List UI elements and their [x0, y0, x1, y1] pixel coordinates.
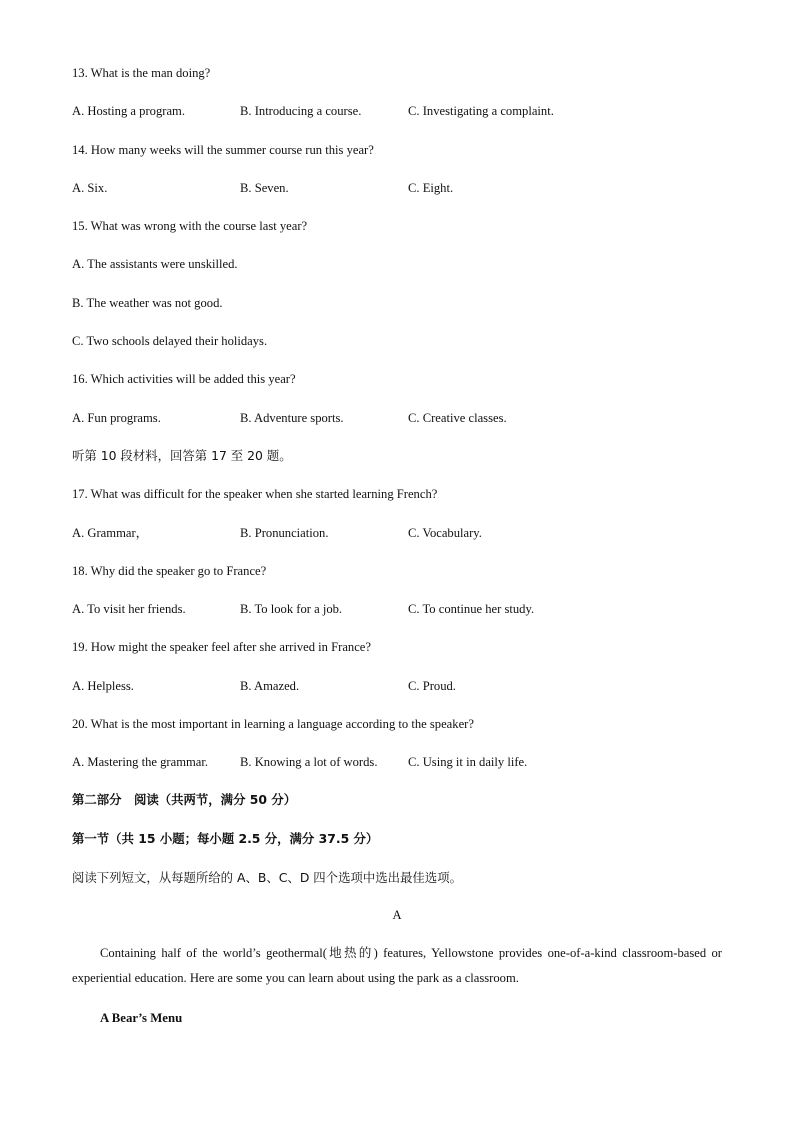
question-17-stem: 17. What was difficult for the speaker when she started learning French?: [72, 487, 438, 501]
option-c: C. Two schools delayed their holidays.: [72, 334, 268, 348]
option-b: B. Seven.: [240, 181, 289, 195]
option-c: C. Investigating a complaint.: [408, 104, 554, 118]
question-13-options: [72, 103, 722, 119]
section-instruction: 听第 10 段材料，回答第 17 至 20 题。: [72, 448, 292, 463]
question-18-options: [72, 601, 722, 617]
question-13-stem: 13. What is the man doing?: [72, 66, 211, 80]
section-heading: 第一节（共 15 小题；每小题 2.5 分，满分 37.5 分）: [72, 831, 379, 846]
option-b: B. To look for a job.: [240, 602, 343, 616]
option-c: C. Using it in daily life.: [408, 755, 528, 769]
question-15-stem: 15. What was wrong with the course last year?: [72, 219, 308, 233]
option-a: A. Grammar，: [72, 526, 149, 540]
option-a: A. Fun programs.: [72, 411, 161, 425]
question-19-stem: 19. How might the speaker feel after she arrived in France?: [72, 640, 371, 654]
option-c: C. Proud.: [408, 679, 456, 693]
option-c: C. Creative classes.: [408, 411, 507, 425]
option-a: A. Mastering the grammar.: [72, 755, 209, 769]
question-16-options: [72, 410, 722, 426]
option-c: C. To continue her study.: [408, 602, 535, 616]
option-a: A. Six.: [72, 181, 108, 195]
question-16-stem: 16. Which activities will be added this year?: [72, 372, 296, 386]
option-a: A. The assistants were unskilled.: [72, 257, 238, 271]
question-14-options: [72, 180, 722, 196]
question-20-options: [72, 754, 722, 770]
option-a: A. To visit her friends.: [72, 602, 186, 616]
question-20-stem: 20. What is the most important in learning a language according to the speaker?: [72, 717, 474, 731]
option-b: B. Adventure sports.: [240, 411, 344, 425]
reading-instruction: 阅读下列短文，从每题所给的 A、B、C、D 四个选项中选出最佳选项。: [72, 870, 462, 885]
question-14-stem: 14. How many weeks will the summer course run this year?: [72, 143, 374, 157]
question-17-options: [72, 525, 722, 541]
option-b: B. The weather was not good.: [72, 296, 223, 310]
question-19-options: [72, 678, 722, 694]
part-heading: 第二部分 阅读（共两节，满分 50 分）: [72, 792, 297, 807]
option-c: C. Eight.: [408, 181, 454, 195]
question-18-stem: 18. Why did the speaker go to France?: [72, 564, 267, 578]
option-a: A. Helpless.: [72, 679, 134, 693]
option-b: B. Introducing a course.: [240, 104, 362, 118]
passage-label: A: [392, 908, 402, 922]
option-b: B. Knowing a lot of words.: [240, 755, 378, 769]
passage-subheading: A Bear’s Menu: [100, 1011, 183, 1025]
option-b: B. Amazed.: [240, 679, 300, 693]
option-b: B. Pronunciation.: [240, 526, 329, 540]
option-a: A. Hosting a program.: [72, 104, 185, 118]
option-c: C. Vocabulary.: [408, 526, 482, 540]
passage-paragraph: Containing half of the world’s geothermal(地热的) features, Yellowstone provides one-of-a-kind classroom-based or experiential education. Here are some you can learn about using the park as a classroom.: [72, 946, 722, 985]
